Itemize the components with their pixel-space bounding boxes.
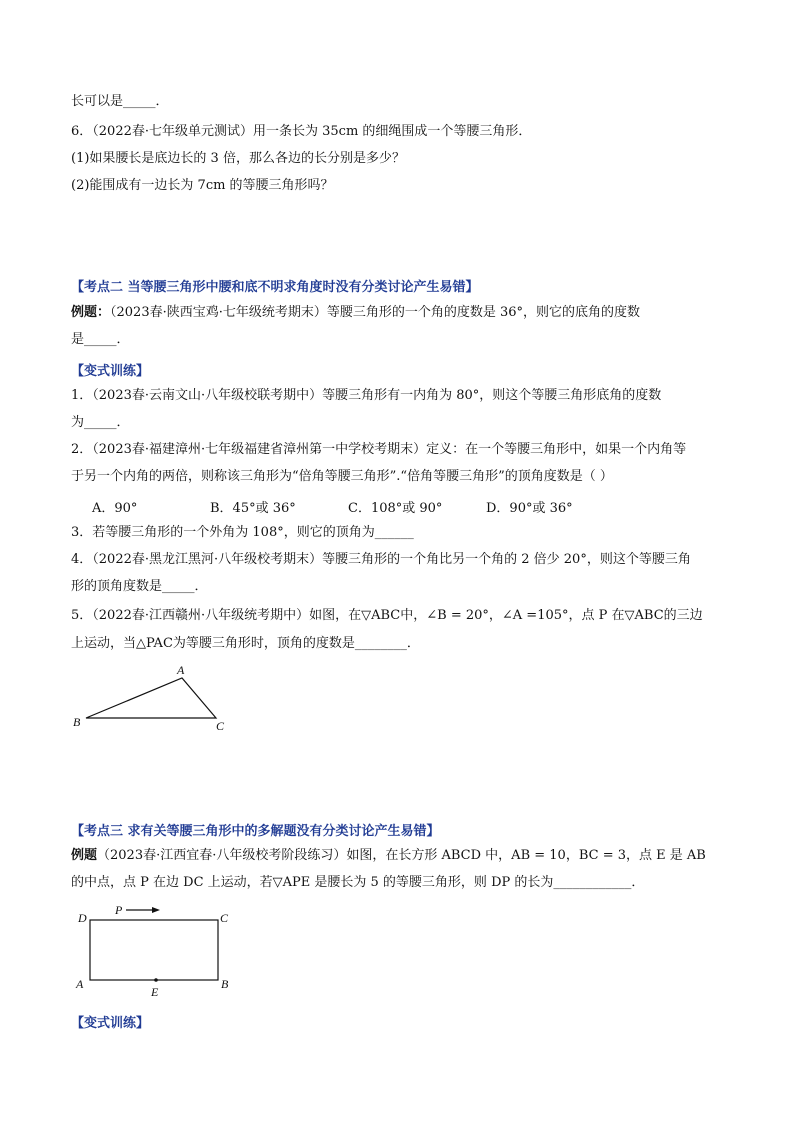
section-heading-2: 【考点二 当等腰三角形中腰和底不明求角度时没有分类讨论产生易错】 — [71, 280, 479, 295]
example-label: 例题： — [71, 305, 111, 320]
triangle-figure — [70, 660, 240, 740]
rectangle-abcd — [90, 920, 218, 980]
practice-q1: 1．（2023春·云南文山·八年级校联考期中）等腰三角形有一内角为 80°，则这个等腰三角形底角的度数 — [71, 388, 662, 403]
example-3-continuation: 的中点，点 P 在边 DC 上运动，若▽APE 是腰长为 5 的等腰三角形，则 DP 的长为____________． — [71, 875, 645, 890]
choice-options — [92, 497, 573, 516]
question-6-part-2: (2)能围成有一边长为 7cm 的等腰三角形吗？ — [71, 178, 334, 193]
label-b: B — [221, 977, 229, 991]
label-a: A — [177, 663, 185, 677]
practice-q1-continuation: 为_____． — [71, 415, 130, 430]
practice-q5: 5．（2022春·江西赣州·八年级统考期中）如图，在▽ABC中，∠B = 20°，∠A =105°，点 P 在▽ABC的三边 — [71, 608, 703, 623]
option-d: D．90°或 36° — [486, 501, 573, 516]
label-e: E — [151, 985, 159, 998]
example-2 — [71, 305, 640, 321]
section-heading-3: 【考点三 求有关等腰三角形中的多解题没有分类讨论产生易错】 — [71, 824, 440, 839]
point-e — [154, 978, 158, 982]
practice-q2: 2．（2023春·福建漳州·七年级福建省漳州第一中学校考期末）定义：在一个等腰三角形中，如果一个内角等 — [71, 442, 687, 457]
label-c: C — [216, 719, 225, 733]
option-a: A．90° — [92, 501, 138, 516]
practice-q2-continuation: 于另一个内角的两倍，则称该三角形为“倍角等腰三角形”.“倍角等腰三角形”的顶角度数是（ ） — [71, 469, 613, 484]
example-3 — [71, 848, 706, 864]
question-6: 6．（2022春·七年级单元测试）用一条长为 35cm 的细绳围成一个等腰三角形． — [71, 124, 532, 139]
example-2-continuation: 是_____． — [71, 332, 130, 347]
practice-q4-continuation: 形的顶角度数是_____． — [71, 579, 208, 594]
practice-q4: 4．（2022春·黑龙江黑河·八年级校考期末）等腰三角形的一个角比另一个角的 2 倍少 20°，则这个等腰三角 — [71, 552, 691, 567]
option-c: C．108°或 90° — [348, 501, 443, 516]
practice-q5-continuation: 上运动，当△PAC为等腰三角形时，顶角的度数是________． — [71, 636, 420, 651]
text-line: 长可以是_____． — [71, 94, 169, 109]
label-c: C — [220, 911, 229, 925]
label-d: D — [78, 911, 87, 925]
triangle-abc — [86, 678, 216, 718]
rectangle-figure — [70, 898, 240, 998]
example-text: （2023春·江西宜春·八年级校考阶段练习）如图，在长方形 ABCD 中，AB = 10，BC = 3，点 E 是 AB — [97, 848, 706, 863]
question-6-part-1: (1)如果腰长是底边长的 3 倍，那么各边的长分别是多少？ — [71, 151, 405, 166]
arrow-head-icon — [152, 907, 160, 913]
practice-heading-3: 【变式训练】 — [71, 1016, 150, 1031]
label-b: B — [73, 715, 81, 729]
label-p: P — [115, 903, 123, 917]
practice-q3: 3．若等腰三角形的一个外角为 108°，则它的顶角为______ — [71, 525, 414, 540]
option-b: B．45°或 36° — [210, 501, 296, 516]
example-label: 例题 — [71, 848, 98, 863]
example-text: （2023春·陕西宝鸡·七年级统考期末）等腰三角形的一个角的度数是 36°，则它的底角的度数 — [110, 305, 641, 320]
label-a: A — [76, 977, 84, 991]
practice-heading-2: 【变式训练】 — [71, 364, 150, 379]
